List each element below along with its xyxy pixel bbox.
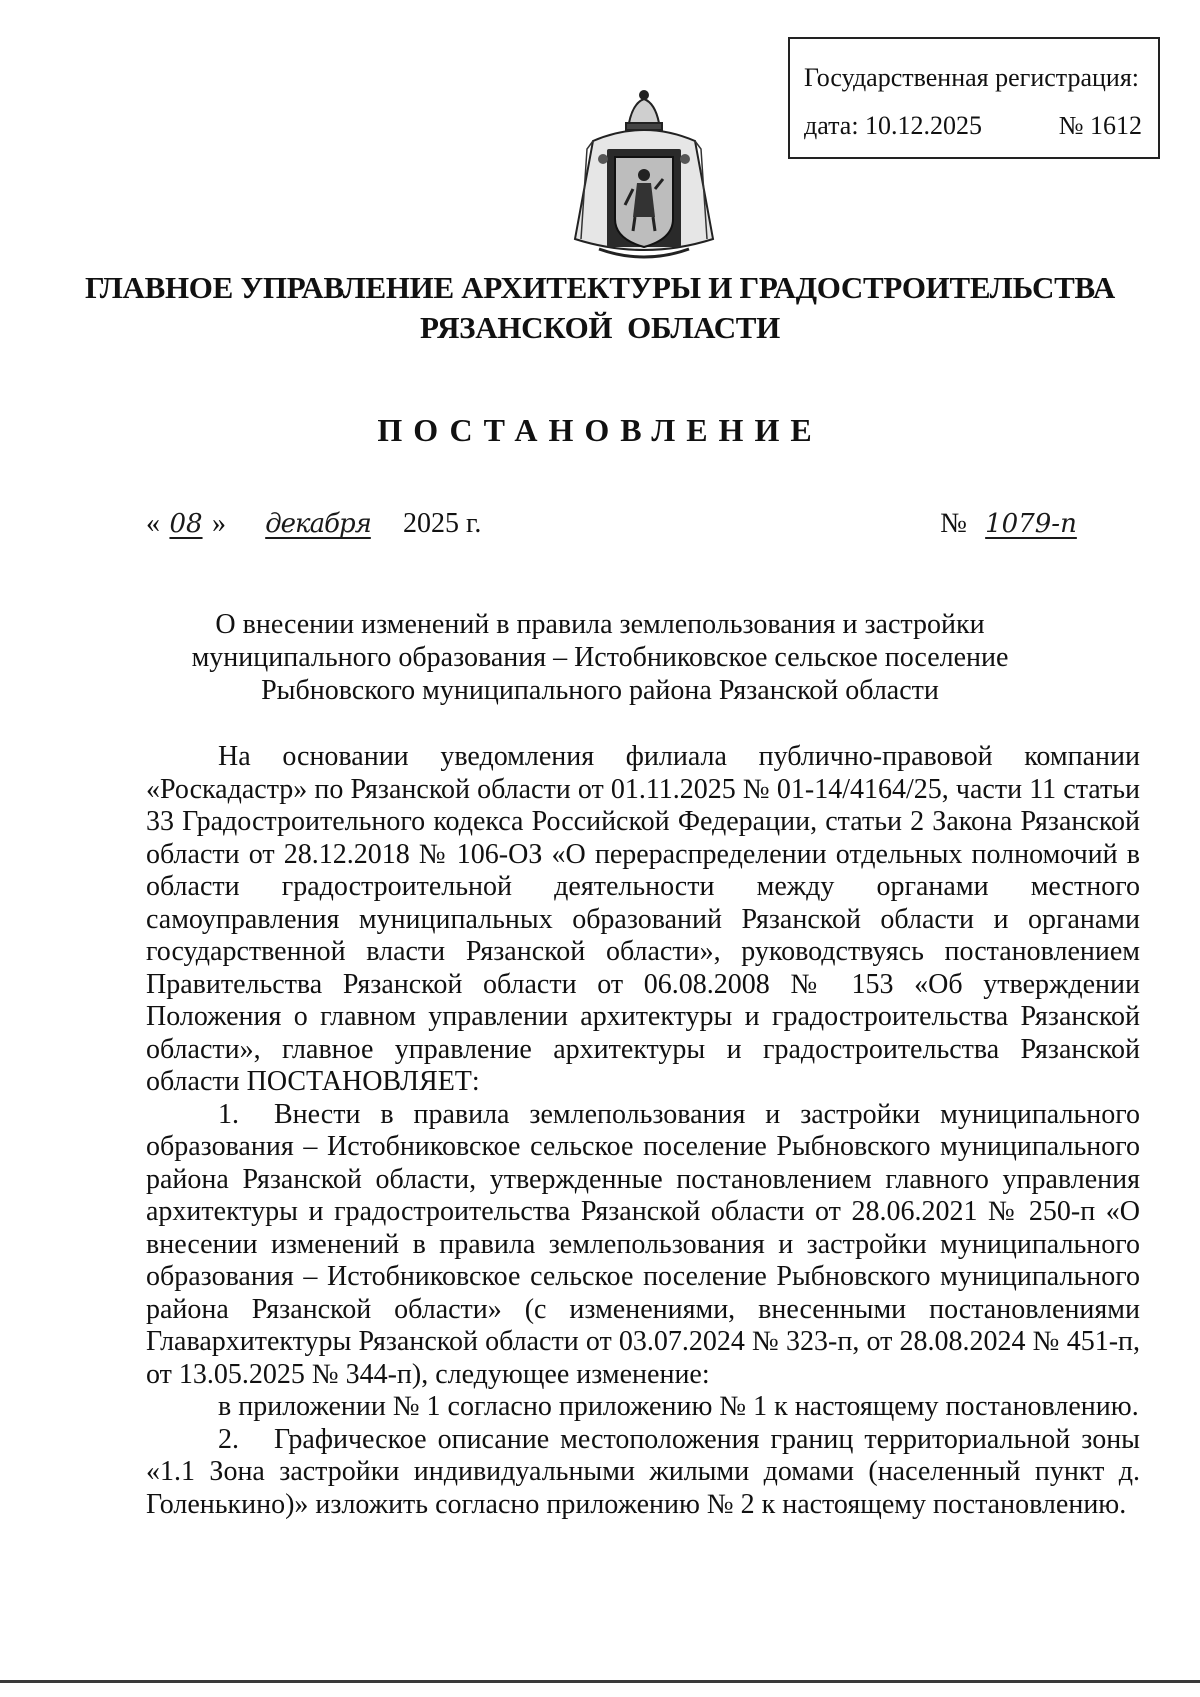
document-date <box>146 508 481 540</box>
ryazan-coat-of-arms-icon <box>563 89 725 265</box>
item-1-text: Внести в правила землепользования и застройки муниципального образования – Истобниковское сельское поселение Рыбновского муниципального района Рязанской области, утвержденные постановлением главного управления архитектуры и градостроительства Рязанской области от 28.06.2021 № 250-п «О внесении изменений в правила землепользования и застройки муниципального образования – Истобниковское сельское поселение Рыбновского муниципального района Рязанской области» (с изменениями, внесенными постановлениями Главархитектуры Рязанской области от 03.07.2024 № 323-п, от 28.08.2024 № 451-п, от 13.05.2025 № 344-п), следующее изменение: <box>146 1098 1140 1390</box>
date-month-handwritten: декабря <box>265 509 371 539</box>
document-number <box>940 508 1088 540</box>
document-type-title: ПОСТАНОВЛЕНИЕ <box>377 412 823 448</box>
registration-date: дата: 10.12.2025 <box>804 111 983 140</box>
registration-stamp <box>788 37 1160 159</box>
registration-details <box>804 113 1142 139</box>
date-open-quote: « <box>146 508 160 539</box>
date-day-handwritten: 08 <box>169 509 203 539</box>
subject-line-2: муниципального образования – Истобниковское сельское поселение <box>191 642 1009 673</box>
number-value-handwritten: 1079-п <box>985 509 1077 539</box>
registration-number: № 1612 <box>1058 111 1142 140</box>
item-2-number: 2. <box>218 1423 239 1455</box>
item-1-number: 1. <box>218 1098 239 1130</box>
page-bottom-edge <box>0 1680 1200 1683</box>
preamble-paragraph: На основании уведомления филиала публично-правовой компании «Роскадастр» по Рязанской области от 01.11.2025 № 01-14/4164/25, части 11 статьи 33 Градостроительного кодекса Российской Федерации, статьи 2 Закона Рязанской области от 28.12.2018 № 106-ОЗ «О перераспределении отдельных полномочий в области градостроительной деятельности между органами местного самоуправления муниципальных образований Рязанской области и органами государственной власти Рязанской области», руководствуясь постановлением Правительства Рязанской области от 06.08.2008 № 153 «Об утверждении Положения о главном управлении архитектуры и градостроительства Рязанской области», главное управление архитектуры и градостроительства Рязанской области ПОСТАНОВЛЯЕТ: <box>146 741 1140 1097</box>
organization-name <box>60 268 1140 348</box>
date-year: 2025 г. <box>403 508 482 539</box>
item-2-text: Графическое описание местоположения границ территориальной зоны «1.1 Зона застройки индивидуальными жилыми домами (населенный пункт д. Голенькино)» изложить согласно приложению № 2 к настоящему постановлению. <box>146 1423 1140 1520</box>
number-sign: № <box>940 508 967 539</box>
subject-line-3: Рыбновского муниципального района Рязанской области <box>261 675 939 706</box>
document-subject <box>150 608 1050 707</box>
date-close-quote: » <box>212 508 226 539</box>
document-body <box>146 741 1140 1521</box>
organization-line-1: ГЛАВНОЕ УПРАВЛЕНИЕ АРХИТЕКТУРЫ И ГРАДОСТРОИТЕЛЬСТВА <box>84 270 1115 305</box>
item-1-paragraph <box>146 1099 1140 1392</box>
subject-line-1: О внесении изменений в правила землепользования и застройки <box>215 609 985 640</box>
registration-heading: Государственная регистрация: <box>804 63 1140 92</box>
item-2-paragraph <box>146 1424 1140 1522</box>
organization-line-2: РЯЗАНСКОЙ ОБЛАСТИ <box>419 310 781 345</box>
item-1-subparagraph: в приложении № 1 согласно приложению № 1 к настоящему постановлению. <box>218 1391 1139 1422</box>
